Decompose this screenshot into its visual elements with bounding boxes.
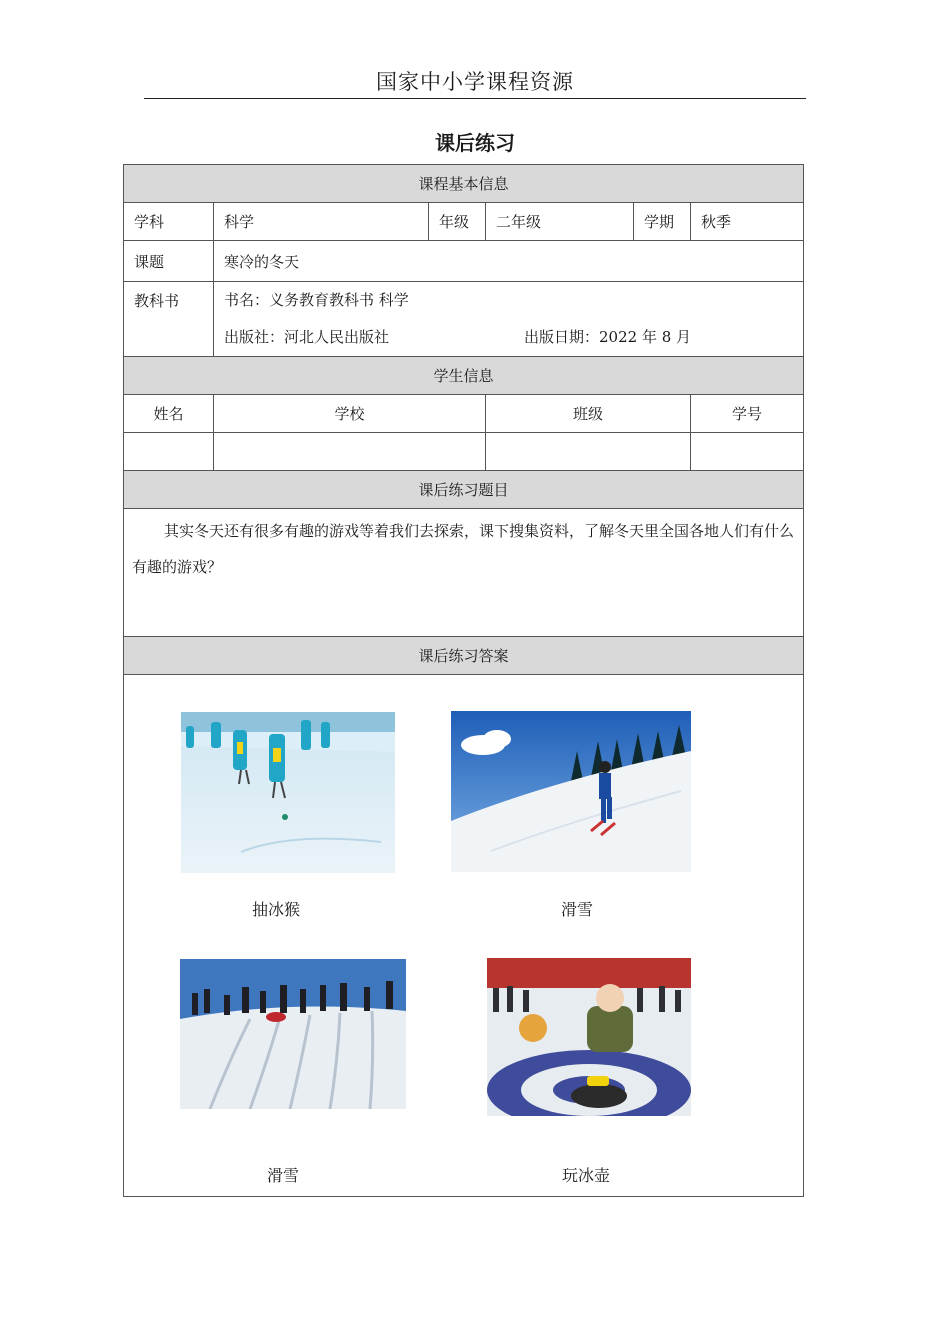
caption-4: 玩冰壶 xyxy=(561,1166,610,1185)
photo-skiing-2 xyxy=(180,959,406,1109)
textbook-info xyxy=(214,282,804,357)
photo-skiing-1 xyxy=(451,711,691,872)
caption-3: 滑雪 xyxy=(266,1166,299,1185)
section-exercise: 课后练习题目 xyxy=(124,471,804,509)
student-name-field[interactable] xyxy=(124,433,214,471)
document-title: 课后练习 xyxy=(435,131,515,155)
publisher-line xyxy=(214,319,803,356)
topic-value: 寒冷的冬天 xyxy=(214,241,804,282)
section-student-info: 学生信息 xyxy=(124,357,804,395)
student-col-id: 学号 xyxy=(691,395,804,433)
student-id-field[interactable] xyxy=(691,433,804,471)
term-value: 秋季 xyxy=(691,203,804,241)
publisher: 出版社：河北人民出版社 xyxy=(224,328,390,346)
section-answer: 课后练习答案 xyxy=(124,637,804,675)
publish-date: 出版日期：2022 年 8 月 xyxy=(524,328,692,346)
caption-2: 滑雪 xyxy=(560,900,593,919)
grade-value: 二年级 xyxy=(486,203,634,241)
book-name: 书名：义务教育教科书 科学 xyxy=(224,291,409,309)
textbook-label: 教科书 xyxy=(124,282,214,357)
topic-label: 课题 xyxy=(124,241,214,282)
answer-area xyxy=(124,675,804,1197)
site-header-title: 国家中小学课程资源 xyxy=(376,70,574,94)
grade-label: 年级 xyxy=(429,203,486,241)
photo-ice-top xyxy=(181,712,395,873)
exercise-question: 其实冬天还有很多有趣的游戏等着我们去探索，课下搜集资料，了解冬天里全国各地人们有什么有趣的游戏？ xyxy=(124,509,804,637)
header-divider xyxy=(144,98,806,99)
student-col-school: 学校 xyxy=(214,395,486,433)
section-basic-info: 课程基本信息 xyxy=(124,165,804,203)
term-label: 学期 xyxy=(634,203,691,241)
subject-label: 学科 xyxy=(124,203,214,241)
student-school-field[interactable] xyxy=(214,433,486,471)
student-col-name: 姓名 xyxy=(124,395,214,433)
subject-value: 科学 xyxy=(214,203,429,241)
worksheet-table xyxy=(123,164,804,1197)
photo-curling xyxy=(487,958,691,1116)
student-class-field[interactable] xyxy=(486,433,691,471)
student-col-class: 班级 xyxy=(486,395,691,433)
caption-1: 抽冰猴 xyxy=(251,900,300,919)
